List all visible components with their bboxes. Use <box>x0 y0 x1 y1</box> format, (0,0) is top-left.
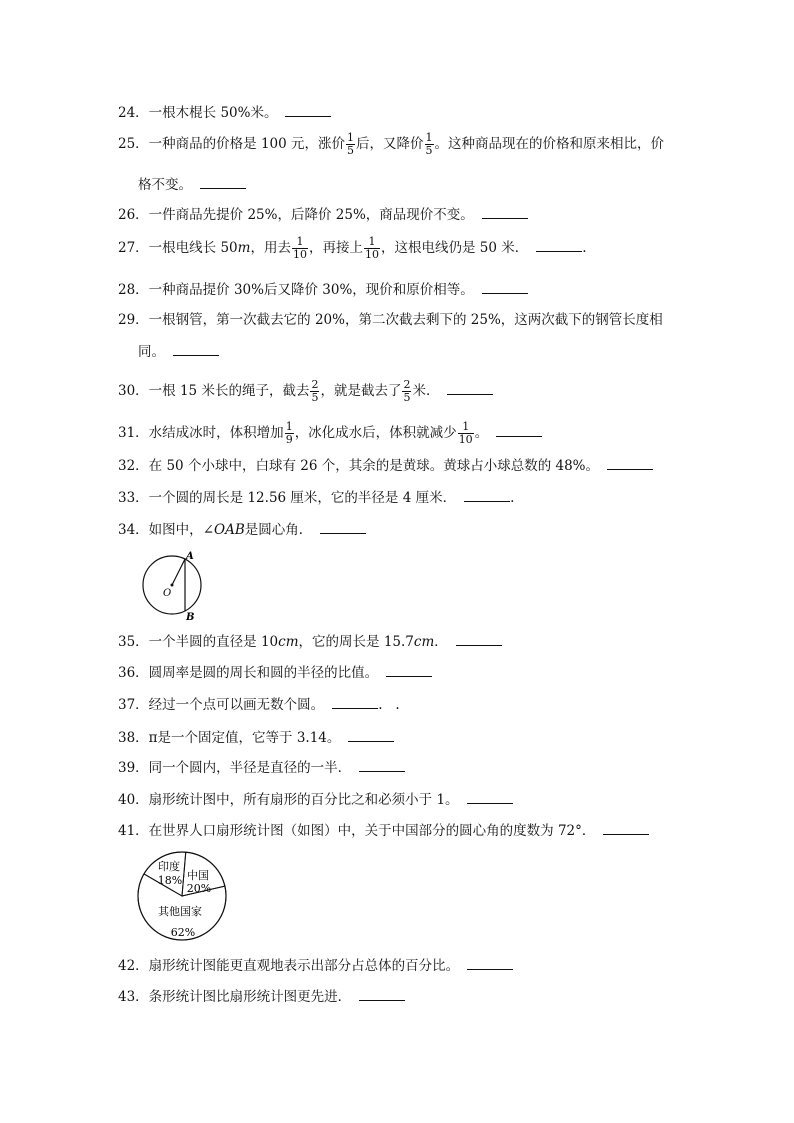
fraction: $\frac{1}{5}$ <box>347 131 355 157</box>
question-33: 33．一个圆的周长是 12.56 厘米，它的半径是 4 厘米． . <box>118 490 515 506</box>
answer-blank[interactable] <box>482 281 528 294</box>
fraction: $\frac{1}{5}$ <box>425 131 433 157</box>
answer-blank[interactable] <box>348 729 394 742</box>
pie-slice-value: 18% <box>157 874 183 887</box>
fraction: $\frac{1}{10}$ <box>364 235 379 261</box>
answer-blank[interactable] <box>447 382 493 395</box>
answer-blank[interactable] <box>536 239 582 252</box>
answer-blank[interactable] <box>173 343 219 356</box>
question-31: 31．水结成冰时，体积增加 $\frac{1}{9}$ ，冰化成水后，体积就减少 $\frac{1}{10}$ 。 <box>118 421 542 446</box>
fraction: $\frac{1}{10}$ <box>458 420 473 446</box>
question-26: 26．一件商品先提价 25%，后降价 25%，商品现价不变。 <box>118 206 528 224</box>
answer-blank[interactable] <box>467 957 513 970</box>
pie-slice-label: 其他国家 <box>158 905 202 918</box>
question-27: 27．一根电线长 50m，用去 $\frac{1}{10}$ ，再接上 $\frac{1}{10}$ ，这根电线仍是 50 米． . <box>118 235 587 261</box>
question-30: 30．一根 15 米长的绳子，截去 $\frac{2}{5}$ ，就是截去了 $\frac{2}{5}$ 米． <box>118 379 493 404</box>
question-29-cont: 同。 <box>138 343 219 361</box>
answer-blank[interactable] <box>359 988 405 1001</box>
question-29: 29．一根钢管，第一次截去它的 20%，第二次截去剩下的 25%，这两次截下的钢管长度相 <box>118 312 663 328</box>
answer-blank[interactable] <box>467 791 513 804</box>
question-24: 24．一根木棍长 50%米。 <box>118 104 331 122</box>
question-38: 38．π是一个固定值，它等于 3.14。 <box>118 729 394 747</box>
question-34: 34．如图中，∠OAB是圆心角． <box>118 521 366 539</box>
center-point <box>171 584 174 587</box>
answer-blank[interactable] <box>464 489 510 502</box>
fraction: $\frac{2}{5}$ <box>403 378 411 404</box>
question-42: 42．扇形统计图能更直观地表示出部分占总体的百分比。 <box>118 957 513 975</box>
fraction: $\frac{2}{5}$ <box>311 378 319 404</box>
answer-blank[interactable] <box>496 424 542 437</box>
question-39: 39．同一个圆内，半径是直径的一半． <box>118 759 405 777</box>
answer-blank[interactable] <box>320 521 366 534</box>
answer-blank[interactable] <box>332 696 378 709</box>
pie-chart <box>136 848 236 944</box>
circle-figure <box>136 550 216 622</box>
fraction: $\frac{1}{9}$ <box>285 420 293 446</box>
label-a: A <box>186 551 194 562</box>
question-37: 37．经过一个点可以画无数个圆。 . . <box>118 697 400 713</box>
answer-blank[interactable] <box>386 664 432 677</box>
question-25: 25．一种商品的价格是 100 元，涨价 $\frac{1}{5}$ 后，又降价 $\frac{1}{5}$ 。这种商品现在的价格和原来相比，价 <box>118 131 665 157</box>
pie-slice-label: 中国 <box>187 869 209 882</box>
answer-blank[interactable] <box>607 457 653 470</box>
answer-blank[interactable] <box>359 759 405 772</box>
pie-slice-label: 印度 <box>158 860 180 873</box>
question-41: 41．在世界人口扇形统计图（如图）中，关于中国部分的圆心角的度数为 72°． <box>118 822 649 840</box>
answer-blank[interactable] <box>603 822 649 835</box>
question-36: 36．圆周率是圆的周长和圆的半径的比值。 <box>118 664 432 682</box>
answer-blank[interactable] <box>482 206 528 219</box>
question-32: 32．在 50 个小球中，白球有 26 个，其余的是黄球。黄球占小球总数的 48%。 <box>118 457 653 475</box>
question-25-cont: 格不变。 <box>138 176 246 194</box>
fraction: $\frac{1}{10}$ <box>292 235 307 261</box>
pie-slice-value: 62% <box>170 926 196 939</box>
question-35: 35．一个半圆的直径是 10cm，它的周长是 15.7cm． <box>118 633 502 651</box>
answer-blank[interactable] <box>285 104 331 117</box>
label-o: O <box>163 588 172 599</box>
label-b: B <box>186 612 195 622</box>
pie-slice-value: 20% <box>186 882 212 895</box>
answer-blank[interactable] <box>200 176 246 189</box>
question-43: 43．条形统计图比扇形统计图更先进． <box>118 988 405 1006</box>
radius-oa <box>172 559 185 585</box>
question-28: 28．一种商品提价 30%后又降价 30%，现价和原价相等。 <box>118 281 528 299</box>
question-40: 40．扇形统计图中，所有扇形的百分比之和必须小于 1。 <box>118 791 513 809</box>
answer-blank[interactable] <box>456 633 502 646</box>
